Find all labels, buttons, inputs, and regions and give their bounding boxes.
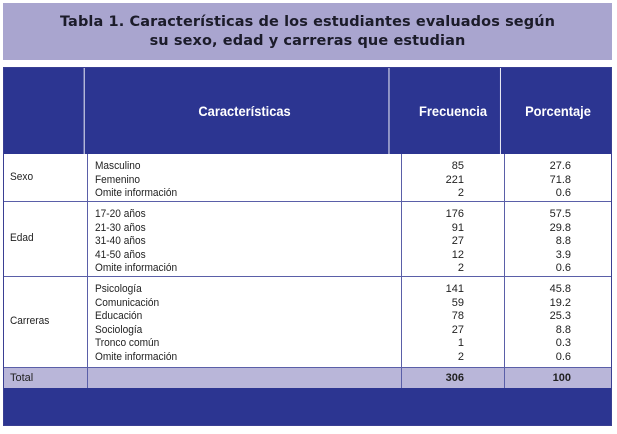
item-label: Sociología xyxy=(95,323,143,336)
porcentaje-value: 27.6 xyxy=(549,160,571,172)
frecuencia-value: 59 xyxy=(451,296,464,309)
frecuencia-value: 176 xyxy=(445,208,464,220)
frecuencia-value: 85 xyxy=(451,160,464,172)
table-title-line-1: Tabla 1. Características de los estudiantes evaluados según xyxy=(59,13,556,30)
frecuencia-value: 221 xyxy=(445,173,464,186)
porcentaje-value: 8.8 xyxy=(555,323,571,336)
group-frecuencia-edad xyxy=(402,202,505,276)
porcentaje-value: 0.3 xyxy=(555,337,571,350)
table-title-line-2: su sexo, edad y carreras que estudian xyxy=(149,32,466,49)
item-label: Psicología xyxy=(95,283,142,295)
frecuencia-value: 27 xyxy=(451,323,464,336)
frecuencia-value: 2 xyxy=(457,187,464,200)
item-label: Omite información xyxy=(95,187,178,200)
table-row-edad xyxy=(4,202,611,277)
group-porcentaje-carreras xyxy=(505,277,611,367)
group-items-carreras xyxy=(88,277,402,367)
item-label: 41-50 años xyxy=(95,248,146,261)
porcentaje-value: 8.8 xyxy=(555,235,571,248)
total-empty-cell xyxy=(88,368,402,388)
group-frecuencia-carreras xyxy=(402,277,505,367)
porcentaje-value: 3.9 xyxy=(555,248,571,261)
group-label-edad: Edad xyxy=(4,202,88,276)
total-frecuencia: 306 xyxy=(402,368,505,388)
header-cell-porcentaje: Porcentaje xyxy=(525,103,591,119)
total-label: Total xyxy=(4,368,88,388)
item-label: Masculino xyxy=(95,160,141,172)
frecuencia-value: 12 xyxy=(451,248,464,261)
header-cell-category xyxy=(7,68,84,154)
porcentaje-value: 0.6 xyxy=(555,262,571,275)
porcentaje-value: 0.6 xyxy=(555,350,571,363)
total-porcentaje: 100 xyxy=(552,372,571,384)
item-label: Tronco común xyxy=(95,337,160,350)
frecuencia-value: 27 xyxy=(451,235,464,248)
group-label-carreras: Carreras xyxy=(4,277,88,367)
item-label: 21-30 años xyxy=(95,221,146,234)
porcentaje-value: 29.8 xyxy=(549,221,571,234)
table-header-row xyxy=(4,68,611,154)
table-footer-band xyxy=(4,388,611,425)
header-cell-caracteristicas: Características xyxy=(101,68,390,154)
frecuencia-value: 2 xyxy=(457,350,464,363)
porcentaje-value: 0.6 xyxy=(555,187,571,200)
item-label: Omite información xyxy=(95,350,178,363)
table-row-sexo xyxy=(4,154,611,202)
group-label-sexo: Sexo xyxy=(4,154,88,201)
item-label: Omite información xyxy=(95,262,178,275)
porcentaje-value: 57.5 xyxy=(549,208,571,220)
header-cell-frecuencia: Frecuencia xyxy=(406,68,501,154)
group-porcentaje-sexo xyxy=(505,154,611,201)
porcentaje-value: 45.8 xyxy=(549,283,571,295)
item-label: 17-20 años xyxy=(95,208,146,220)
characteristics-table xyxy=(3,67,612,426)
frecuencia-value: 141 xyxy=(445,283,464,295)
table-row-total xyxy=(4,368,611,388)
group-frecuencia-sexo xyxy=(402,154,505,201)
porcentaje-value: 71.8 xyxy=(549,173,571,186)
table-row-carreras xyxy=(4,277,611,368)
frecuencia-value: 78 xyxy=(451,310,464,323)
item-label: Educación xyxy=(95,310,143,323)
frecuencia-value: 2 xyxy=(457,262,464,275)
frecuencia-value: 1 xyxy=(457,337,464,350)
porcentaje-value: 25.3 xyxy=(549,310,571,323)
table-title-box xyxy=(3,3,612,60)
item-label: 31-40 años xyxy=(95,235,146,248)
item-label: Femenino xyxy=(95,173,141,186)
group-porcentaje-edad xyxy=(505,202,611,276)
porcentaje-value: 19.2 xyxy=(549,296,571,309)
item-label: Comunicación xyxy=(95,296,160,309)
group-items-sexo xyxy=(88,154,402,201)
group-items-edad xyxy=(88,202,402,276)
frecuencia-value: 91 xyxy=(451,221,464,234)
